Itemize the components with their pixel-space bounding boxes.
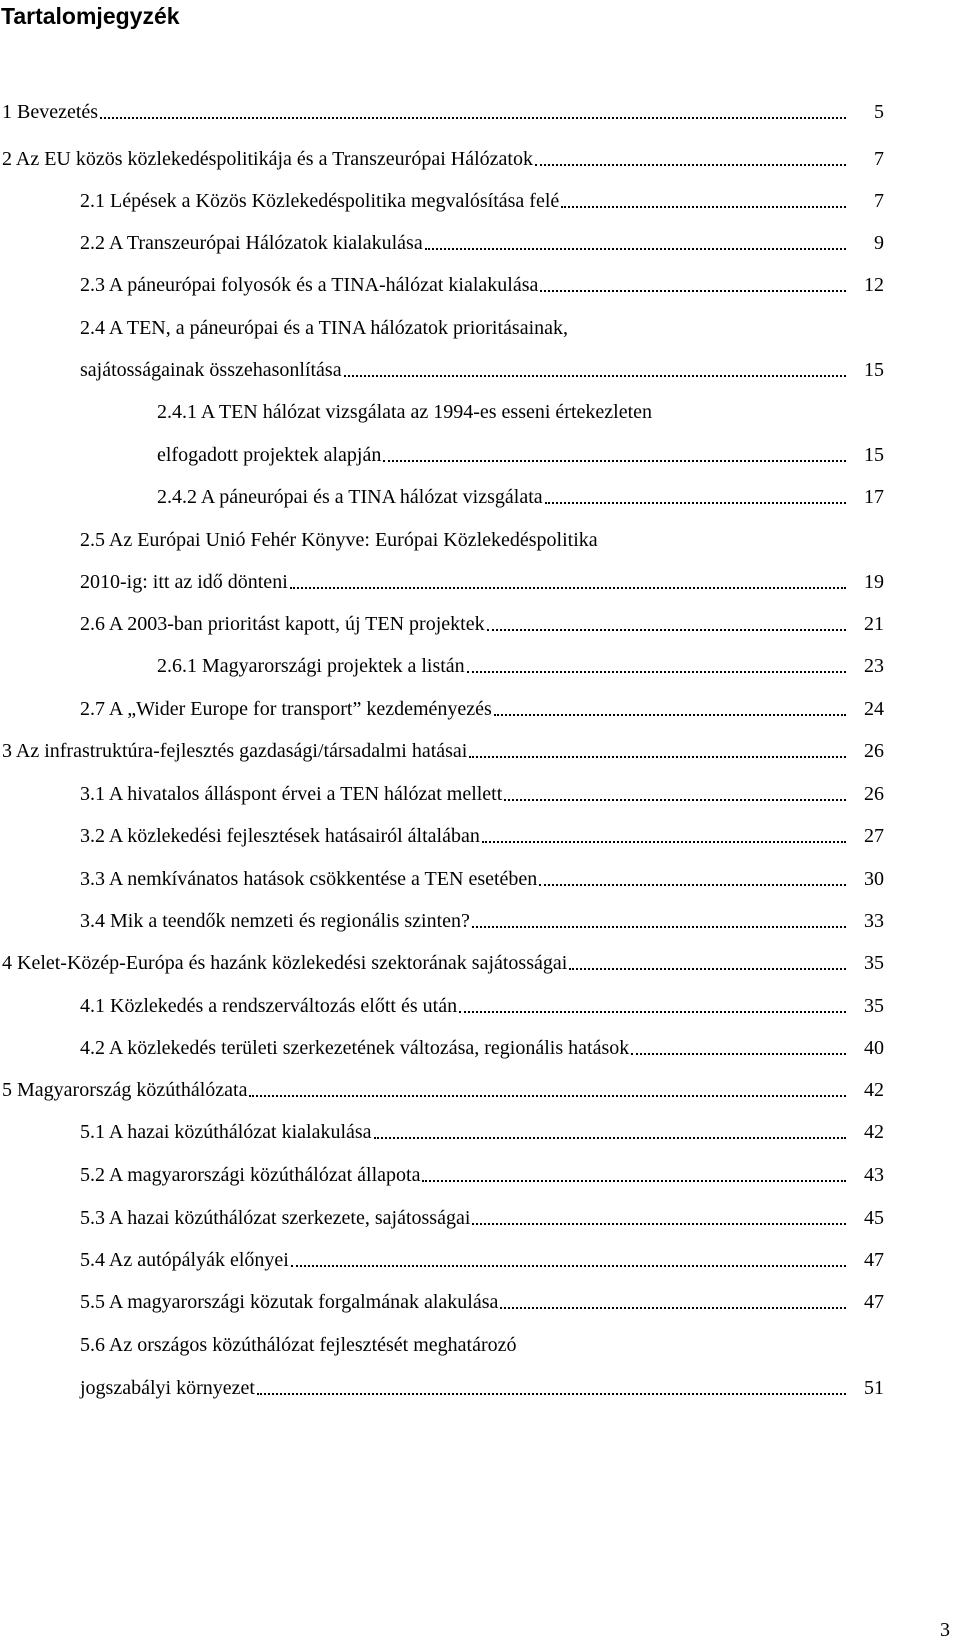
toc-page-number: 24 [864,698,884,720]
toc-entry-title: 3.3 A nemkívánatos hatások csökkentése a TEN esetében [80,868,538,890]
toc-entry[interactable] [80,1287,884,1317]
toc-page-number: 19 [864,571,884,593]
toc-dot-leader [494,714,846,716]
toc-entry[interactable] [80,1033,884,1063]
toc-entry[interactable] [80,1160,884,1190]
toc-dot-leader [422,1180,846,1182]
toc-entry[interactable] [80,1330,517,1360]
page-number: 3 [940,1619,950,1641]
toc-entry[interactable] [157,397,652,427]
toc-entry-title: 5.3 A hazai közúthálózat szerkezete, sajátosságai [80,1207,471,1229]
toc-entry-title: 2.6.1 Magyarországi projektek a listán [157,655,465,677]
toc-entry[interactable] [80,1245,884,1275]
toc-page-number: 30 [864,868,884,890]
toc-dot-leader [500,1307,846,1309]
toc-entry-title: 3.1 A hivatalos álláspont érvei a TEN hálózat mellett [80,783,503,805]
toc-entry-title: 2.2 A Transzeurópai Hálózatok kialakulása [80,232,423,254]
toc-page-number: 9 [874,232,884,254]
toc-page-number: 51 [864,1377,884,1399]
toc-dot-leader [374,1137,846,1139]
toc-dot-leader [487,629,846,631]
toc-entry[interactable] [80,186,884,216]
toc-entry[interactable] [80,567,884,597]
toc-page-number: 47 [864,1249,884,1271]
toc-page-number: 27 [864,825,884,847]
toc-entry[interactable] [2,1075,884,1105]
toc-dot-leader [569,968,846,970]
toc-page-number: 12 [864,274,884,296]
toc-entry-title: 5.5 A magyarországi közutak forgalmának alakulása [80,1291,499,1313]
toc-dot-leader [383,460,846,462]
toc-page-number: 45 [864,1207,884,1229]
toc-dot-leader [290,587,846,589]
toc-page-number: 35 [864,952,884,974]
toc-entry-title: 5.6 Az országos közúthálózat fejlesztését meghatározó [80,1334,517,1356]
toc-dot-leader [472,926,846,928]
toc-dot-leader [504,799,846,801]
toc-dot-leader [291,1265,846,1267]
toc-entry[interactable] [80,313,568,343]
toc-entry[interactable] [157,482,884,512]
toc-page-number: 42 [864,1121,884,1143]
toc-entry[interactable] [157,651,884,681]
toc-entry[interactable] [80,525,598,555]
toc-page-number: 35 [864,995,884,1017]
toc-entry[interactable] [2,97,884,127]
toc-page-number: 5 [874,101,884,123]
toc-entry[interactable] [2,948,884,978]
toc-entry-title: 2.7 A „Wider Europe for transport” kezdeményezés [80,698,492,720]
toc-entry-title: 1 Bevezetés [2,101,99,123]
toc-entry[interactable] [80,821,884,851]
toc-entry-title: 5.1 A hazai közúthálózat kialakulása [80,1121,372,1143]
toc-page-number: 23 [864,655,884,677]
toc-entry-title: 3.2 A közlekedési fejlesztések hatásairól általában [80,825,480,847]
toc-entry[interactable] [2,144,884,174]
toc-entry[interactable] [80,609,884,639]
toc-dot-leader [100,117,846,119]
toc-page-number: 47 [864,1291,884,1313]
page-title: Tartalomjegyzék [1,3,180,29]
toc-page-number: 7 [874,190,884,212]
toc-page-number: 40 [864,1037,884,1059]
toc-dot-leader [535,164,846,166]
toc-page-number: 26 [864,783,884,805]
toc-entry-title: 2.1 Lépések a Közös Közlekedéspolitika megvalósítása felé [80,190,560,212]
toc-dot-leader [459,1011,846,1013]
toc-entry-title: 4.2 A közlekedés területi szerkezetének változása, regionális hatások [80,1037,630,1059]
toc-page-number: 21 [864,613,884,635]
toc-entry-title: 2 Az EU közös közlekedéspolitikája és a Transzeurópai Hálózatok [2,148,533,170]
toc-entry-title: 5.4 Az autópályák előnyei [80,1249,289,1271]
toc-entry[interactable] [80,1117,884,1147]
toc-dot-leader [482,841,846,843]
toc-page-number: 15 [864,359,884,381]
toc-entry[interactable] [80,906,884,936]
toc-dot-leader [539,884,846,886]
toc-entry-title: jogszabályi környezet [80,1377,255,1399]
toc-dot-leader [561,206,846,208]
toc-entry-title: 3 Az infrastruktúra-fejlesztés gazdasági/társadalmi hatásai [2,740,468,762]
toc-entry-title: 2010-ig: itt az idő dönteni [80,571,288,593]
toc-entry-title: 5 Magyarország közúthálózata [2,1079,248,1101]
toc-entry-title: 5.2 A magyarországi közúthálózat állapota [80,1164,421,1186]
toc-entry[interactable] [80,694,884,724]
toc-entry-title: 2.4.2 A páneurópai és a TINA hálózat vizsgálata [157,486,543,508]
toc-entry[interactable] [80,355,884,385]
toc-dot-leader [257,1393,846,1395]
toc-page-number: 7 [874,148,884,170]
toc-dot-leader [545,502,846,504]
toc-dot-leader [344,375,846,377]
toc-entry[interactable] [80,270,884,300]
toc-entry[interactable] [80,1203,884,1233]
toc-entry[interactable] [157,440,884,470]
toc-page-number: 43 [864,1164,884,1186]
toc-entry[interactable] [80,228,884,258]
toc-entry[interactable] [80,991,884,1021]
toc-page-number: 33 [864,910,884,932]
toc-entry-title: 4.1 Közlekedés a rendszerváltozás előtt és után [80,995,458,1017]
toc-entry[interactable] [2,736,884,766]
toc-entry-title: sajátosságainak összehasonlítása [80,359,342,381]
toc-page-number: 42 [864,1079,884,1101]
toc-dot-leader [469,756,846,758]
toc-page-number: 26 [864,740,884,762]
toc-entry-title: 2.4.1 A TEN hálózat vizsgálata az 1994-es esseni értekezleten [157,401,652,423]
toc-entry-title: 3.4 Mik a teendők nemzeti és regionális szinten? [80,910,470,932]
toc-entry-title: 2.3 A páneurópai folyosók és a TINA-hálózat kialakulása [80,274,539,296]
toc-entry-title: elfogadott projektek alapján [157,444,382,466]
toc-entry-title: 2.6 A 2003-ban prioritást kapott, új TEN projektek [80,613,485,635]
toc-entry[interactable] [80,864,884,894]
toc-entry-title: 4 Kelet-Közép-Európa és hazánk közlekedési szektorának sajátosságai [2,952,568,974]
toc-dot-leader [425,248,846,250]
toc-dot-leader [249,1095,846,1097]
toc-dot-leader [472,1223,846,1225]
toc-page-number: 15 [864,444,884,466]
toc-page-number: 17 [864,486,884,508]
toc-dot-leader [631,1053,846,1055]
toc-entry[interactable] [80,779,884,809]
toc-dot-leader [540,290,846,292]
toc-entry-title: 2.4 A TEN, a páneurópai és a TINA hálózatok prioritásainak, [80,317,569,339]
toc-dot-leader [467,671,846,673]
toc-entry[interactable] [80,1373,884,1403]
toc-entry-title: 2.5 Az Európai Unió Fehér Könyve: Európai Közlekedéspolitika [80,529,598,551]
